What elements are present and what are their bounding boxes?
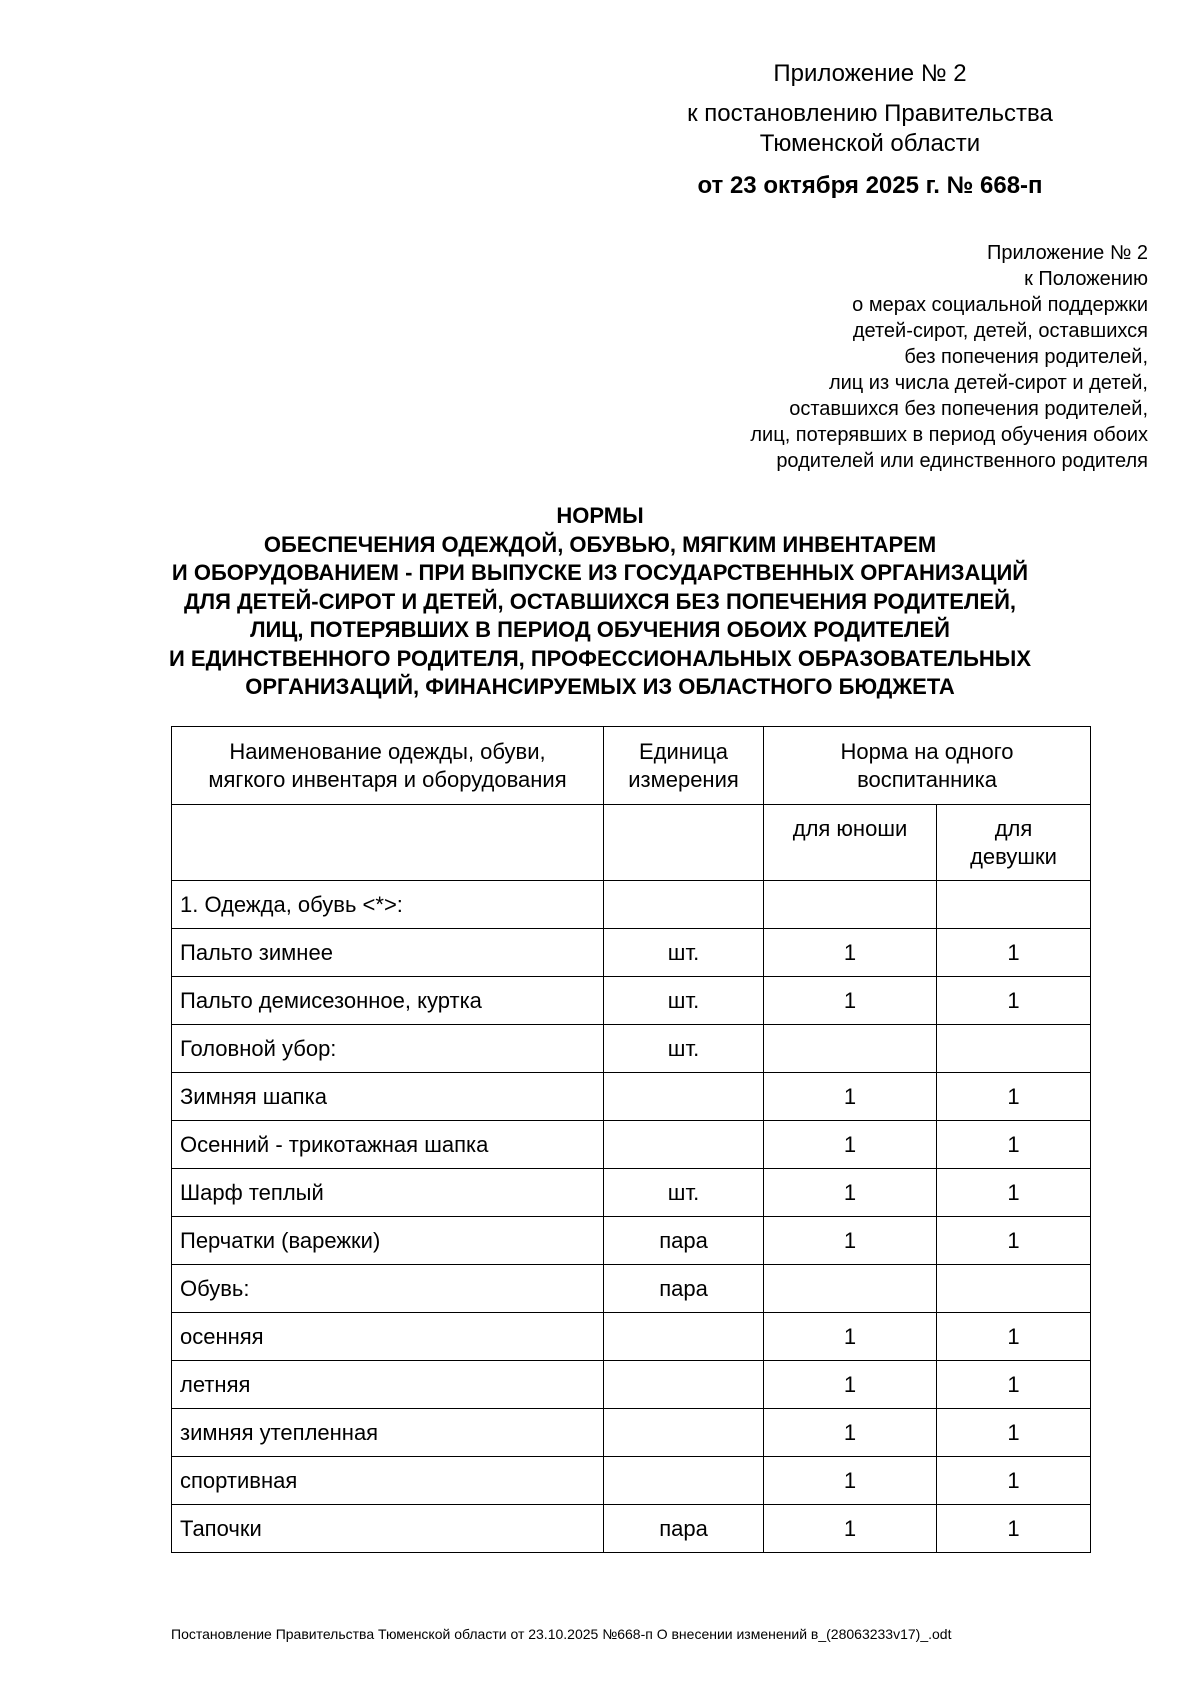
title-line: И ЕДИНСТВЕННОГО РОДИТЕЛЯ, ПРОФЕССИОНАЛЬНЫХ ОБРАЗОВАТЕЛЬНЫХ (168, 645, 1032, 671)
unit-cell: пара (604, 1265, 764, 1313)
norm-boys-cell: 1 (764, 1121, 937, 1169)
unit-cell: шт. (604, 977, 764, 1025)
norms-table (171, 726, 1091, 1553)
item-name-cell: Шарф теплый (172, 1169, 604, 1217)
norm-boys-cell: 1 (764, 929, 937, 977)
table-row (172, 1265, 1091, 1313)
col-header-name (172, 727, 604, 805)
col-header-unit-line: Единица (638, 738, 729, 764)
table-subheader-row (172, 805, 1091, 881)
table-row (172, 1457, 1091, 1505)
appendix-label: Приложение № 2 (773, 60, 967, 87)
unit-cell (604, 1457, 764, 1505)
table-row (172, 1217, 1091, 1265)
norm-girls-cell: 1 (937, 1121, 1091, 1169)
col-header-name-line: Наименование одежды, обуви, (229, 738, 546, 764)
annex-reference-line: лиц из числа детей-сирот и детей, (828, 372, 1148, 394)
resolution-reference-line: к постановлению Правительства (687, 100, 1053, 127)
item-name-cell: Перчатки (варежки) (172, 1217, 604, 1265)
annex-reference-line: без попечения родителей, (904, 346, 1148, 368)
item-name-cell: Пальто демисезонное, куртка (172, 977, 604, 1025)
resolution-reference-line: Тюменской области (759, 130, 981, 157)
col-header-girls-line: девушки (970, 844, 1057, 869)
unit-cell (604, 1409, 764, 1457)
norm-boys-cell: 1 (764, 1169, 937, 1217)
norm-boys-cell: 1 (764, 1409, 937, 1457)
norm-girls-cell: 1 (937, 1313, 1091, 1361)
item-name-cell: летняя (172, 1361, 604, 1409)
table-header-row (172, 727, 1091, 805)
unit-cell: пара (604, 1505, 764, 1553)
title-line: ДЛЯ ДЕТЕЙ-СИРОТ И ДЕТЕЙ, ОСТАВШИХСЯ БЕЗ ПОПЕЧЕНИЯ РОДИТЕЛЕЙ, (183, 588, 1017, 614)
norm-boys-cell: 1 (764, 1073, 937, 1121)
unit-cell (604, 1073, 764, 1121)
col-header-norm-line: Норма на одного (840, 738, 1014, 764)
table-row (172, 1121, 1091, 1169)
norm-boys-cell (764, 1265, 937, 1313)
empty-cell (604, 805, 764, 881)
norm-girls-cell (937, 1265, 1091, 1313)
table-row (172, 881, 1091, 929)
unit-cell (604, 881, 764, 929)
norm-boys-cell (764, 1025, 937, 1073)
table-row (172, 1505, 1091, 1553)
norm-girls-cell: 1 (937, 1409, 1091, 1457)
norm-boys-cell: 1 (764, 1457, 937, 1505)
item-name-cell: Головной убор: (172, 1025, 604, 1073)
norm-girls-cell: 1 (937, 1169, 1091, 1217)
item-name-cell: Пальто зимнее (172, 929, 604, 977)
title-heading: НОРМЫ (556, 503, 644, 528)
annex-reference-line: о мерах социальной поддержки (852, 294, 1148, 316)
norm-boys-cell: 1 (764, 1505, 937, 1553)
col-header-boys: для юноши (764, 805, 937, 881)
norm-girls-cell: 1 (937, 1217, 1091, 1265)
empty-cell (172, 805, 604, 881)
table-row (172, 1025, 1091, 1073)
unit-cell (604, 1313, 764, 1361)
annex-reference (588, 240, 1148, 474)
title-line: ОРГАНИЗАЦИЙ, ФИНАНСИРУЕМЫХ ИЗ ОБЛАСТНОГО БЮДЖЕТА (245, 674, 955, 699)
norm-girls-cell (937, 1025, 1091, 1073)
annex-reference-line: оставшихся без попечения родителей, (789, 398, 1148, 420)
col-header-unit (604, 727, 764, 805)
unit-cell: шт. (604, 1169, 764, 1217)
item-name-cell: Обувь: (172, 1265, 604, 1313)
resolution-reference (620, 99, 1120, 159)
document-title (120, 502, 1080, 702)
norm-boys-cell: 1 (764, 1361, 937, 1409)
norm-girls-cell: 1 (937, 1073, 1091, 1121)
resolution-date-number: от 23 октября 2025 г. № 668-п (697, 172, 1043, 199)
annex-reference-line: лиц, потерявших в период обучения обоих (750, 424, 1148, 446)
norm-boys-cell: 1 (764, 1217, 937, 1265)
title-line: И ОБОРУДОВАНИЕМ - ПРИ ВЫПУСКЕ ИЗ ГОСУДАРСТВЕННЫХ ОРГАНИЗАЦИЙ (171, 560, 1029, 585)
norm-boys-cell (764, 881, 937, 929)
table-row (172, 1073, 1091, 1121)
annex-reference-line: Приложение № 2 (987, 242, 1148, 264)
table-row (172, 1409, 1091, 1457)
col-header-name-line: мягкого инвентаря и оборудования (208, 766, 567, 792)
col-header-girls (937, 805, 1091, 881)
table-row (172, 977, 1091, 1025)
unit-cell (604, 1121, 764, 1169)
item-name-cell: осенняя (172, 1313, 604, 1361)
norm-boys-cell: 1 (764, 1313, 937, 1361)
annex-reference-line: родителей или единственного родителя (776, 450, 1148, 472)
item-name-cell: спортивная (172, 1457, 604, 1505)
col-header-norm-line: воспитанника (857, 766, 997, 792)
document-footer: Постановление Правительства Тюменской области от 23.10.2025 №668-п О внесении изменений в_(28063233v17)_.odt (171, 1626, 952, 1642)
norm-boys-cell: 1 (764, 977, 937, 1025)
norm-girls-cell: 1 (937, 1361, 1091, 1409)
table-row (172, 1313, 1091, 1361)
item-name-cell: Зимняя шапка (172, 1073, 604, 1121)
item-name-cell: 1. Одежда, обувь <*>: (172, 881, 604, 929)
norm-girls-cell: 1 (937, 1505, 1091, 1553)
annex-reference-line: детей-сирот, детей, оставшихся (852, 320, 1148, 342)
norm-girls-cell: 1 (937, 929, 1091, 977)
item-name-cell: зимняя утепленная (172, 1409, 604, 1457)
unit-cell (604, 1361, 764, 1409)
table-row (172, 929, 1091, 977)
norm-girls-cell: 1 (937, 977, 1091, 1025)
unit-cell: шт. (604, 1025, 764, 1073)
norm-girls-cell: 1 (937, 1457, 1091, 1505)
unit-cell: пара (604, 1217, 764, 1265)
norm-girls-cell (937, 881, 1091, 929)
title-line: ОБЕСПЕЧЕНИЯ ОДЕЖДОЙ, ОБУВЬЮ, МЯГКИМ ИНВЕНТАРЕМ (263, 531, 937, 557)
table-row (172, 1361, 1091, 1409)
table-row (172, 1169, 1091, 1217)
col-header-girls-line: для (994, 816, 1033, 841)
col-header-norm (764, 727, 1091, 805)
annex-reference-line: к Положению (1024, 268, 1148, 290)
title-line: ЛИЦ, ПОТЕРЯВШИХ В ПЕРИОД ОБУЧЕНИЯ ОБОИХ РОДИТЕЛЕЙ (250, 617, 950, 642)
item-name-cell: Тапочки (172, 1505, 604, 1553)
item-name-cell: Осенний - трикотажная шапка (172, 1121, 604, 1169)
unit-cell: шт. (604, 929, 764, 977)
col-header-unit-line: измерения (628, 766, 739, 792)
